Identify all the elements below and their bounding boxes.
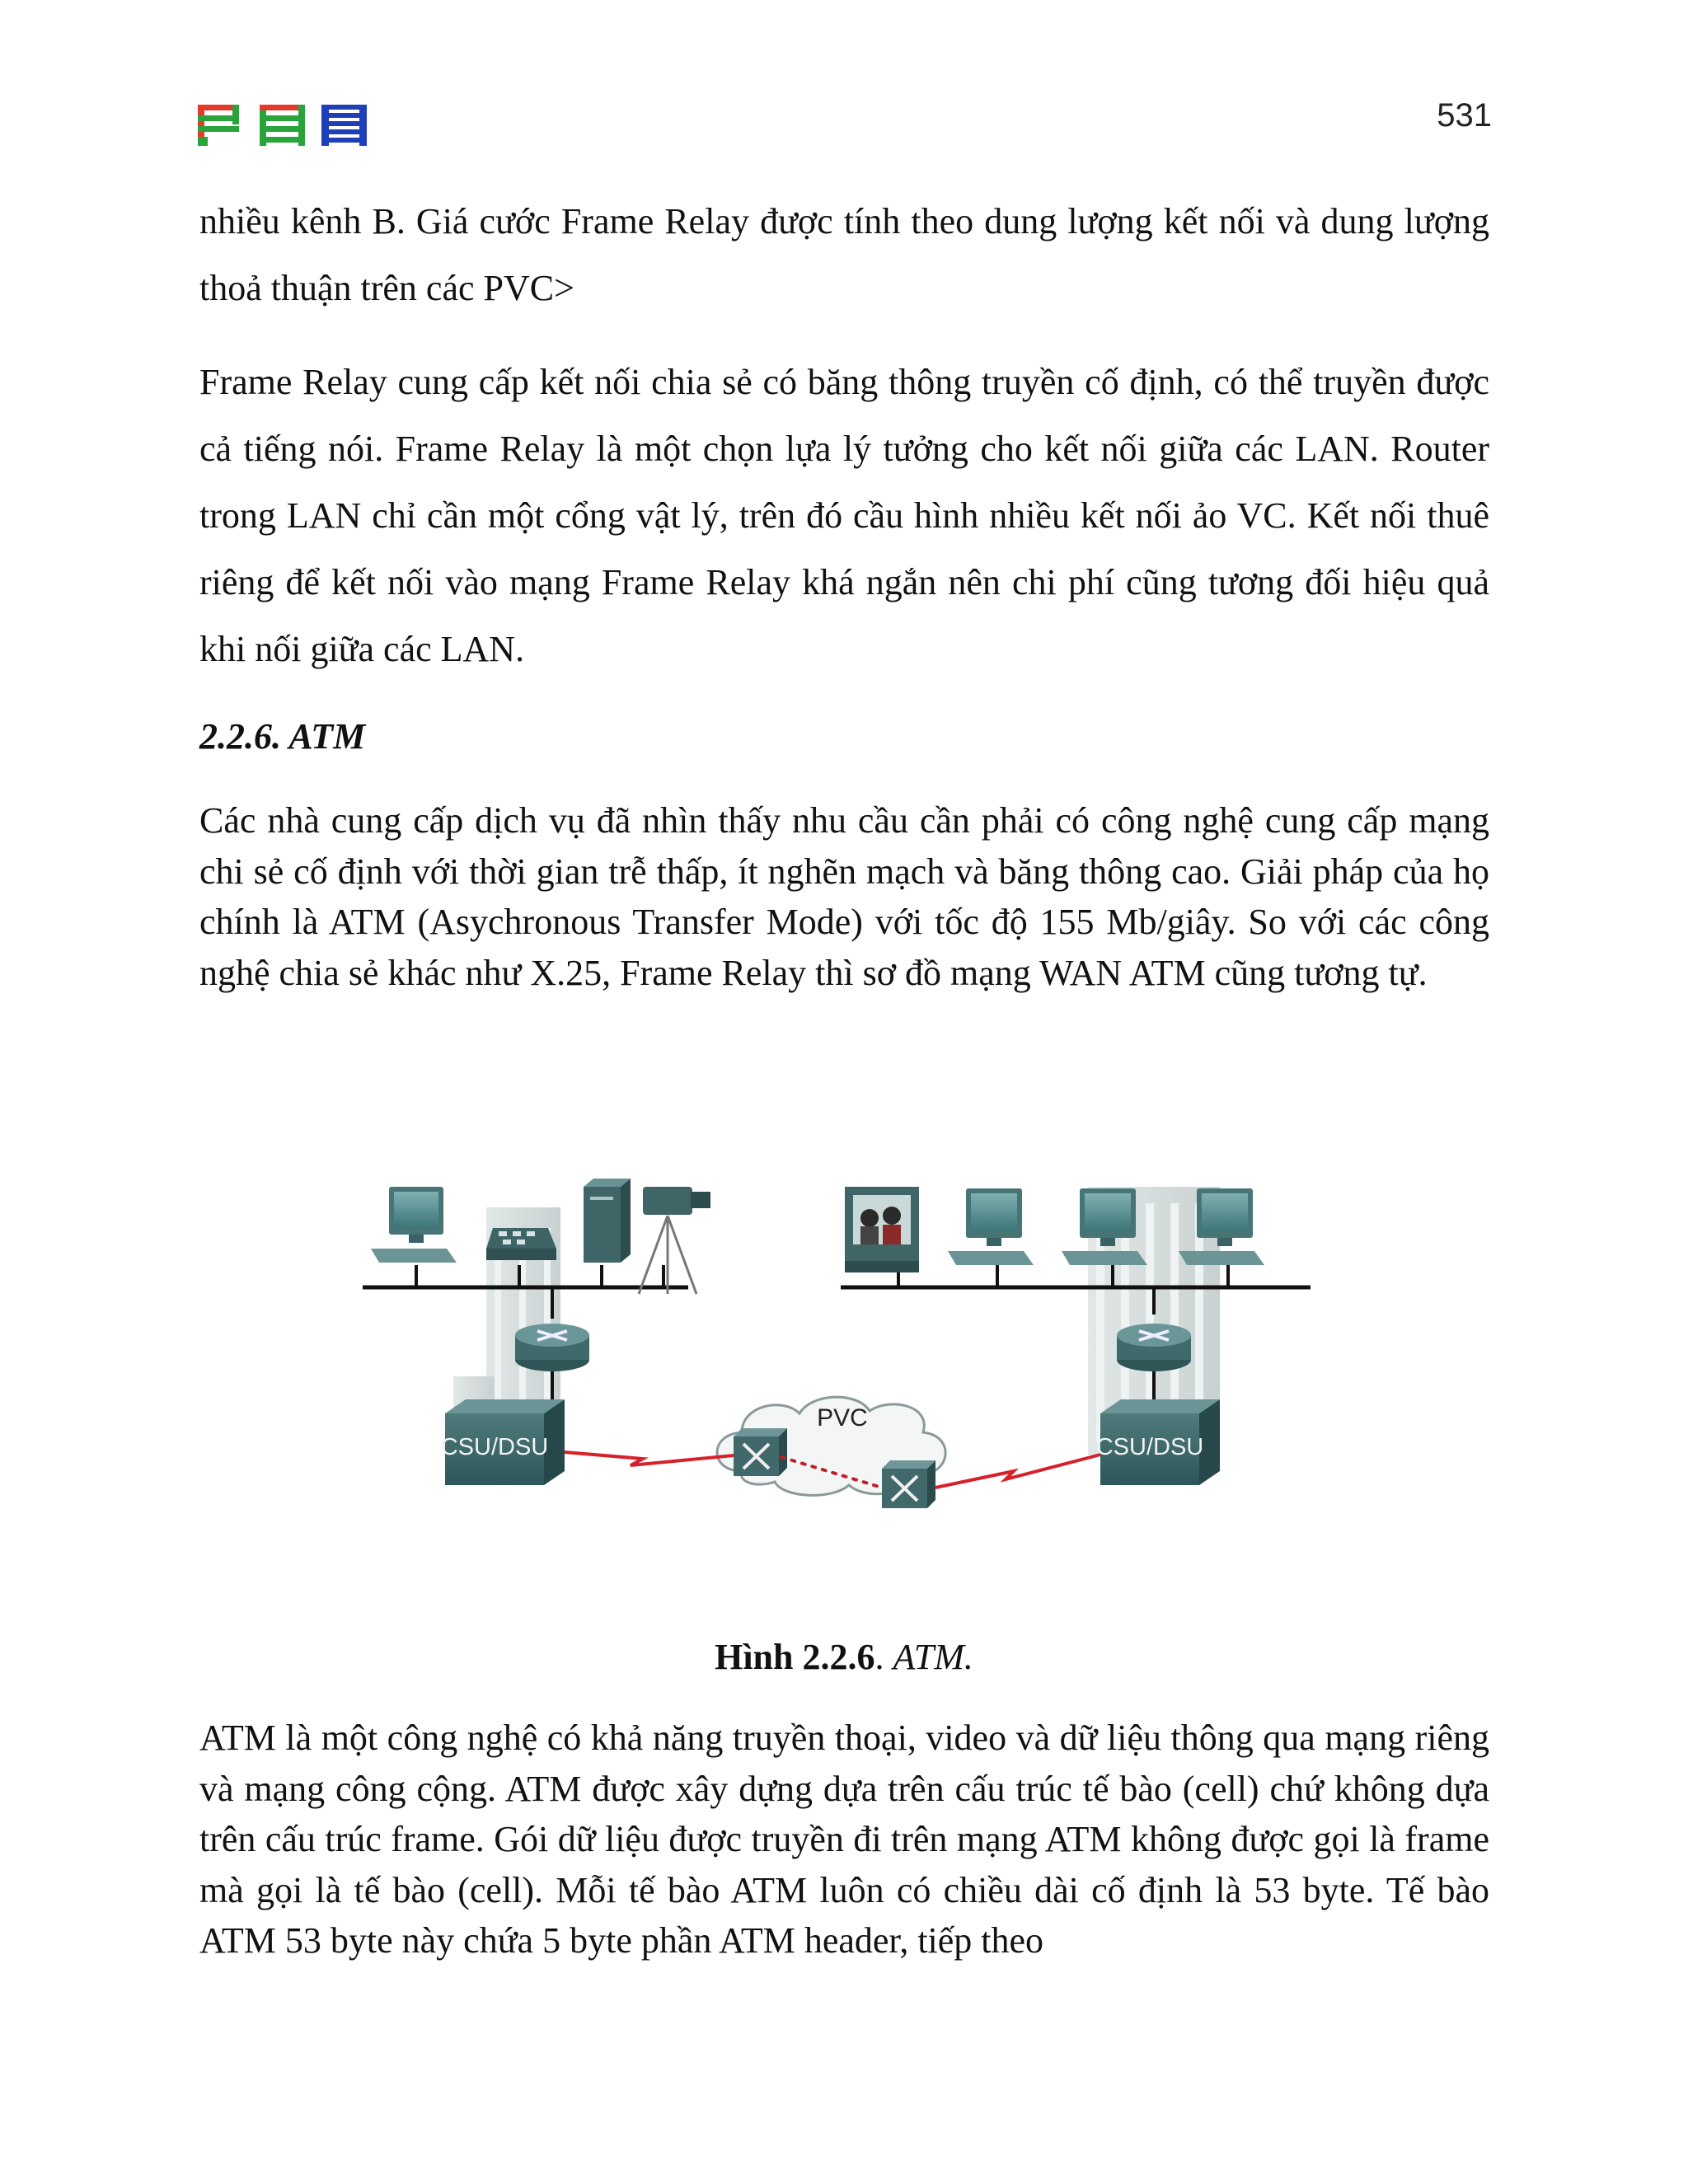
figure-caption-number: Hình 2.2.6 — [715, 1637, 875, 1677]
right-router — [1117, 1324, 1191, 1371]
figure-caption — [0, 1636, 1688, 1678]
atm-switch-left — [734, 1428, 787, 1476]
section-heading-atm: 2.2.6. ATM — [199, 716, 366, 757]
right-lan-bus-line — [841, 1265, 1311, 1413]
left-csu-dsu-label: CSU/DSU — [440, 1434, 549, 1460]
right-csu-dsu — [1096, 1399, 1220, 1485]
left-csu-dsu — [441, 1399, 565, 1485]
logo-letter-h — [321, 105, 367, 146]
figure-caption-separator: . — [874, 1637, 893, 1677]
left-workstation — [371, 1187, 457, 1263]
right-workstation-2 — [1062, 1188, 1147, 1265]
right-tv-monitor — [845, 1187, 919, 1272]
logo-letter-p — [198, 105, 239, 146]
left-phone — [486, 1228, 556, 1260]
left-video-camera — [639, 1187, 710, 1294]
atm-network-diagram — [354, 1170, 1343, 1541]
page-number: 531 — [1437, 97, 1492, 134]
right-workstation-1 — [948, 1188, 1034, 1265]
pnh-logo — [198, 101, 367, 149]
paragraph-atm-details: ATM là một công nghệ có khả năng truyền thoại, video và dữ liệu thông qua mạng riêng và mạng công cộng. ATM được xây dựng dựa trên cấu trúc tế bào (cell) chứ không dựa trên cấu trúc frame. Gói dữ liệu được truyền đi trên mạng ATM không được gọi là frame mà gọi là tế bào (cell). Mỗi tế bào ATM luôn có chiều dài cố định là 53 byte. Tế bào ATM 53 byte này chứa 5 byte phần ATM header, tiếp theo — [199, 1718, 1489, 1961]
pvc-label: PVC — [817, 1404, 868, 1432]
logo-letter-n — [260, 105, 305, 146]
paragraph-atm-intro: Các nhà cung cấp dịch vụ đã nhìn thấy nhu cầu cần phải có công nghệ cung cấp mạng chi sẻ cố định với thời gian trễ thấp, ít nghẽn mạch và băng thông cao. Giải pháp của họ chính là ATM (Asychronous Transfer Mode) với tốc độ 155 Mb/giây. So với các công nghệ chia sẻ khác như X.25, Frame Relay thì sơ đồ mạng WAN ATM cũng tương tự. — [199, 800, 1489, 993]
left-server — [584, 1179, 631, 1263]
right-csu-dsu-label: CSU/DSU — [1095, 1434, 1204, 1460]
atm-switch-right — [882, 1460, 935, 1508]
left-router — [515, 1324, 589, 1371]
paragraph-frame-relay-benefits: Frame Relay cung cấp kết nối chia sẻ có băng thông truyền cố định, có thể truyền được cả tiếng nói. Frame Relay là một chọn lựa lý tưởng cho kết nối giữa các LAN. Router trong LAN chỉ cần một cổng vật lý, trên đó cầu hình nhiều kết nối ảo VC. Kết nối thuê riêng để kết nối vào mạng Frame Relay khá ngắn nên chi phí cũng tương đối hiệu quả khi nối giữa các LAN. — [199, 362, 1489, 669]
figure-caption-text: ATM. — [893, 1637, 973, 1677]
paragraph-frame-relay-pricing: nhiều kênh B. Giá cước Frame Relay được tính theo dung lượng kết nối và dung lượng thoả thuận trên các PVC> — [199, 201, 1489, 308]
